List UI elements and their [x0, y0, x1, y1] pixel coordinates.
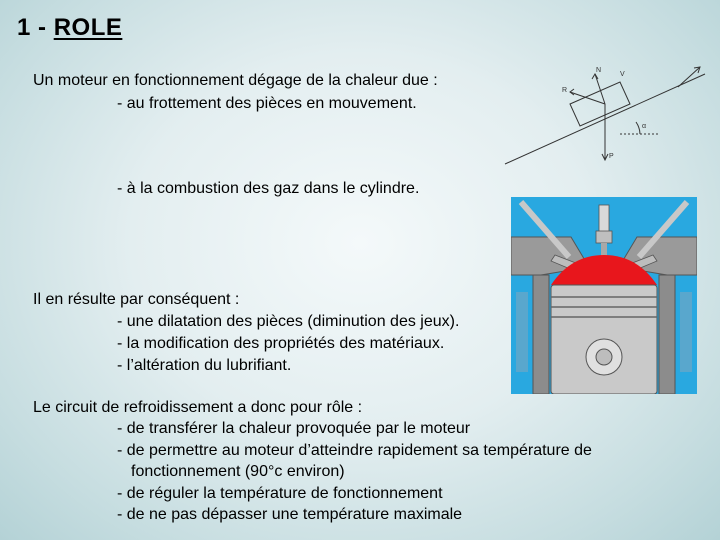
spark-plug-tip: [601, 243, 607, 257]
role-item: - de réguler la température de fonctionnement: [117, 485, 443, 502]
title-word: ROLE: [53, 14, 123, 41]
diagram-label: N: [596, 67, 602, 74]
role-item: - de ne pas dépasser une température maximale: [117, 506, 463, 523]
spark-plug-nut: [596, 231, 612, 243]
piston-pin-center: [596, 349, 612, 365]
diagram-label: P: [609, 153, 614, 160]
piston-cylinder-image: [511, 197, 697, 394]
diagram-label: V: [620, 71, 625, 78]
role-item-continued: fonctionnement (90°c environ): [131, 463, 345, 480]
friction-diagram: [500, 62, 710, 172]
cause-friction: - au frottement des pièces en mouvement.: [117, 95, 417, 112]
diagram-label: α: [642, 123, 647, 130]
cylinder-wall-left: [533, 275, 549, 394]
coolant-passage-left: [516, 292, 528, 372]
diagram-label: R: [562, 87, 568, 94]
slide-title: [17, 14, 122, 42]
normal-arrowhead: [592, 74, 598, 79]
cause-combustion: - à la combustion des gaz dans le cylindre.: [117, 180, 420, 197]
consequence-item: - une dilatation des pièces (diminution des jeux).: [117, 313, 460, 330]
angle-arc: [636, 122, 640, 134]
consequence-intro: Il en résulte par conséquent :: [33, 291, 240, 308]
role-item: - de permettre au moteur d’atteindre rapidement sa température de: [117, 442, 592, 459]
consequence-item: - la modification des propriétés des matériaux.: [117, 335, 445, 352]
intro-text: Un moteur en fonctionnement dégage de la chaleur due :: [33, 72, 438, 89]
coolant-passage-right: [680, 292, 692, 372]
axis-arrow: [678, 67, 700, 87]
spark-plug-body: [599, 205, 609, 233]
circuit-intro: Le circuit de refroidissement a donc pour rôle :: [33, 399, 363, 416]
cylinder-wall-right: [659, 275, 675, 394]
friction-arrowhead: [570, 89, 574, 95]
title-number: 1 -: [17, 14, 54, 41]
consequence-item: - l’altération du lubrifiant.: [117, 357, 292, 374]
role-item: - de transférer la chaleur provoquée par le moteur: [117, 420, 471, 437]
